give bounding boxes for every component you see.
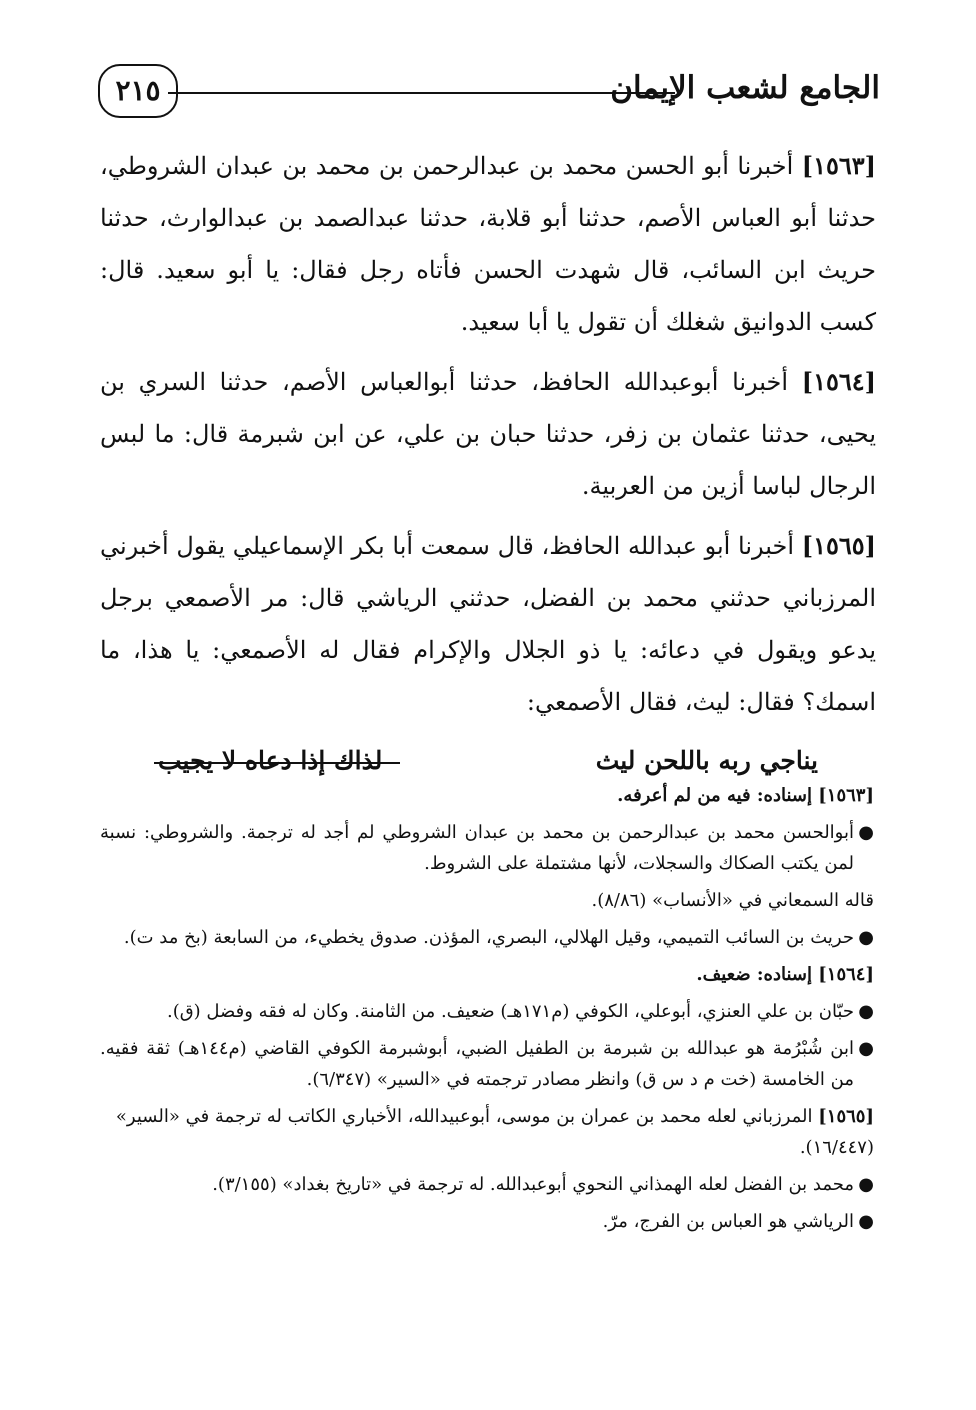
footnote-1563 [100,780,874,953]
hadith-number: [١٥٦٥] [801,531,876,560]
footnote-item-text: حريث بن السائب التميمي، وقيل الهلالي، البصري، المؤذن. صدوق يخطيء، من السابعة (بخ مد ت). [123,927,854,948]
hadith-text: أخبرنا أبو الحسن محمد بن عبدالرحمن بن محمد بن عبدان الشروطي، حدثنا أبو العباس الأصم، حدثنا أبو قلابة، حدثنا عبدالصمد بن عبدالوارث، حدثنا حريث ابن السائب، قال شهدت الحسن فأتاه رجل فقال: يا أبو سعيد. قال: كسب الدوانيق شغلك أن تقول يا أبا سعيد. [100,152,876,336]
footnote-item-text: محمد بن الفضل لعله الهمذاني النحوي أبوعبدالله. له ترجمة في «تاريخ بغداد» (٣/١٥٥). [212,1174,854,1195]
verse-second-half: لذاك إذا دعاه لا يجيب [158,746,383,775]
header-rule [168,92,675,94]
bullet-icon: ● [858,927,874,948]
verse-first-half: يناجي ربه باللحن ليث [595,746,818,775]
footnote-ref: [١٥٦٥] [818,1106,874,1127]
footnotes [100,780,874,1243]
hadith-1563 [100,140,876,348]
footnote-item [100,1206,874,1237]
bullet-icon: ● [858,822,874,843]
hadith-text: أخبرنا أبو عبدالله الحافظ، قال سمعت أبا بكر الإسماعيلي يقول أخبرني المرزباني حدثني محمد بن الفضل، حدثني الرياشي قال: مر الأصمعي برجل يدعو ويقول في دعائه: يا ذو الجلال والإكرام فقال له الأصمعي: يا هذا، ما اسمك؟ فقال: ليث، فقال الأصمعي: [100,532,876,716]
footnote-separator [154,762,400,764]
page-number-badge: ٢١٥ [98,64,178,118]
footnote-item [100,1169,874,1200]
main-text [100,140,876,775]
bullet-icon: ● [858,1211,874,1232]
footnote-item [100,817,874,879]
hadith-number: [١٥٦٣] [801,151,876,180]
footnote-ref: [١٥٦٣] إسناده: فيه من لم أعرفه. [617,785,874,806]
hadith-number: [١٥٦٤] [801,367,876,396]
footnote-ref-text: المرزباني لعله محمد بن عمران بن موسى، أبوعبيدالله، الأخباري الكاتب له ترجمة في «السير» (١٦/٤٤٧). [115,1106,874,1158]
bullet-icon: ● [858,1001,874,1022]
hadith-1564 [100,356,876,512]
hadith-1565 [100,520,876,728]
footnote-1564 [100,959,874,1095]
running-header [98,62,880,118]
footnote-item-text: الرياشي هو العباس بن الفرج، مرّ. [602,1211,854,1232]
hadith-text: أخبرنا أبوعبدالله الحافظ، حدثنا أبوالعباس الأصم، حدثنا السري بن يحيى، حدثنا عثمان بن زفر، حدثنا حبان بن علي، عن ابن شبرمة قال: ما لبس الرجال لباسا أزين من العربية. [100,368,876,500]
poem-verse [100,746,876,775]
footnote-item-text: ابن شُبْرُمة هو عبدالله بن شبرمة بن الطفيل الضبي، أبوشبرمة الكوفي القاضي (م١٤٤هـ) ثقة فقيه. من الخامسة (خت م د س ق) وانظر مصادر ترجمته في «السير» (٦/٣٤٧). [100,1038,854,1090]
bullet-icon: ● [858,1038,874,1059]
footnote-1565 [100,1101,874,1237]
footnote-item-text: حبّان بن علي العنزي، أبوعلي، الكوفي (م١٧١هـ) ضعيف. من الثامنة. وكان له فقه وفضل (ق). [166,1001,854,1022]
footnote-item [100,1033,874,1095]
bullet-icon: ● [858,1174,874,1195]
footnote-item [100,996,874,1027]
footnote-item [100,922,874,953]
footnote-item-text: أبوالحسن محمد بن عبدالرحمن بن محمد بن عبدان الشروطي لم أجد له ترجمة. والشروطي: نسبة لمن يكتب الصكاك والسجلات، لأنها مشتملة على الشروط. [100,822,854,874]
footnote-source-note: قاله السمعاني في «الأنساب» (٨/٨٦). [591,890,874,911]
footnote-ref: [١٥٦٤] إسناده: ضعيف. [696,964,874,985]
book-title: الجامع لشعب الإيمان [610,70,880,106]
footnote-ref-line [100,1101,874,1163]
